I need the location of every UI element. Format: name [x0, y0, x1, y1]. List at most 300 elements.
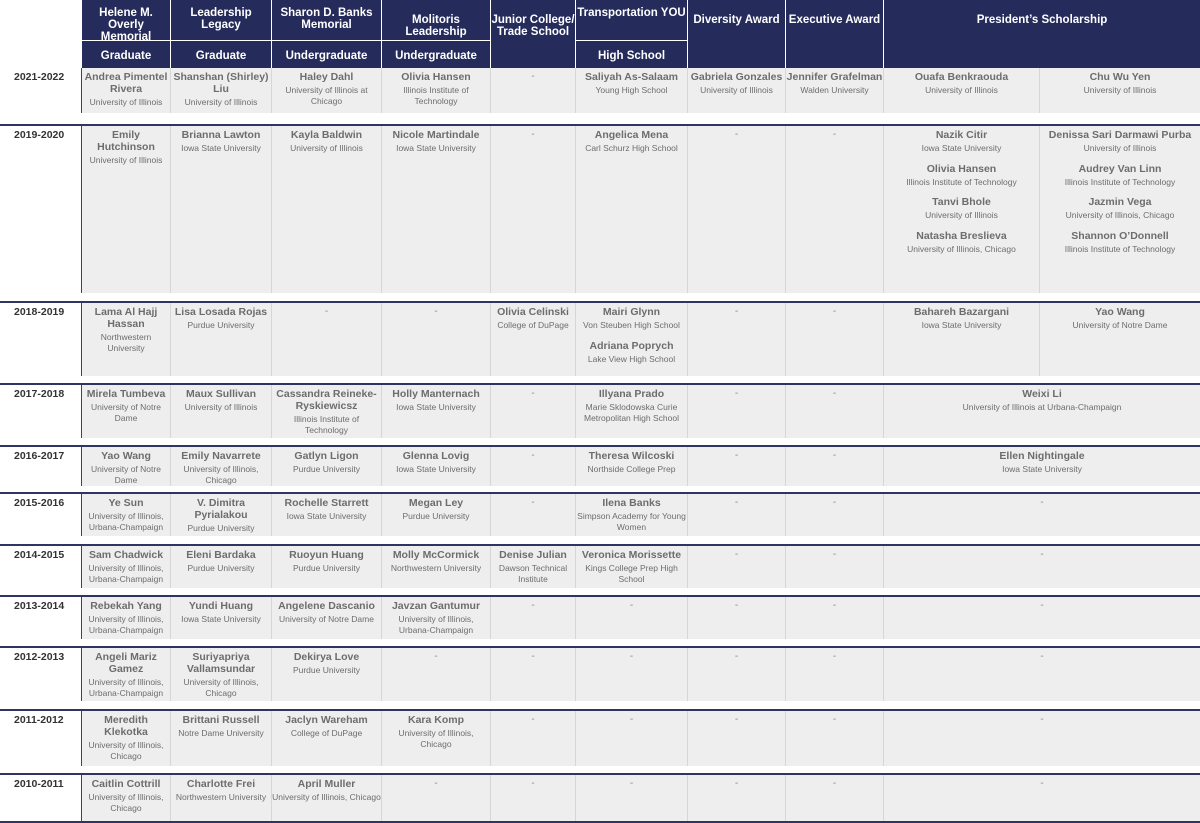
table-cell	[272, 385, 382, 438]
recipient-name: Lisa Losada Rojas	[174, 306, 268, 318]
empty-cell-dash: -	[1040, 497, 1044, 508]
recipient-name: Veronica Morissette	[581, 549, 682, 561]
table-cell	[884, 126, 1040, 293]
table-row	[0, 303, 1200, 376]
table-cell	[171, 385, 272, 438]
recipient-name: Olivia Hansen	[926, 162, 997, 175]
column-header	[272, 0, 382, 68]
year-label: 2021-2022	[14, 71, 65, 83]
column-header-level: Undergraduate	[395, 50, 477, 62]
recipient-school: University of Illinois, Urbana-Champaign	[88, 563, 164, 584]
recipient-name: Rochelle Starrett	[284, 497, 369, 509]
column-header	[382, 0, 491, 68]
recipient-entry	[382, 549, 490, 574]
column-header	[884, 0, 1200, 68]
recipient-name: Gabriela Gonzales	[690, 71, 783, 83]
table-cell	[272, 447, 382, 486]
recipient-name: Andrea Pimentel Rivera	[84, 71, 168, 95]
table-cell	[171, 68, 272, 113]
recipient-name: Sam Chadwick	[88, 549, 164, 561]
recipient-school: Northwestern University	[175, 792, 267, 802]
recipient-entry	[884, 163, 1039, 188]
recipient-school: Von Steuben High School	[583, 320, 680, 330]
recipient-entry	[382, 600, 490, 635]
empty-cell-dash: -	[832, 714, 837, 725]
recipient-school: University of Illinois	[1083, 143, 1157, 153]
recipient-entry	[382, 450, 490, 475]
table-cell	[272, 648, 382, 701]
empty-cell-dash: -	[434, 778, 438, 789]
header-divider	[272, 40, 381, 41]
table-cell	[884, 775, 1200, 823]
recipient-school: University of Notre Dame	[279, 614, 374, 624]
table-cell	[576, 68, 688, 113]
year-cell	[0, 546, 82, 588]
recipient-school: Carl Schurz High School	[585, 143, 678, 153]
recipient-school: Young High School	[595, 85, 668, 95]
empty-cell-dash: -	[324, 306, 329, 317]
table-cell	[82, 447, 171, 486]
recipient-name: Angelene Dascanio	[278, 600, 375, 612]
recipient-school: University of Illinois, Urbana-Champaign	[398, 614, 474, 635]
table-cell	[491, 546, 576, 588]
recipient-entry	[82, 778, 170, 813]
recipient-name: Emily Hutchinson	[97, 129, 155, 153]
recipient-school: University of Illinois	[925, 210, 998, 220]
table-cell	[576, 648, 688, 701]
table-cell	[576, 494, 688, 536]
table-cell	[272, 775, 382, 823]
recipient-name: Olivia Celinski	[497, 306, 569, 318]
column-header	[576, 0, 688, 68]
recipient-entry	[82, 71, 170, 108]
table-cell	[576, 447, 688, 486]
recipient-entry	[82, 714, 170, 761]
table-cell	[576, 546, 688, 588]
year-label: 2010-2011	[14, 778, 64, 790]
table-cell	[382, 648, 491, 701]
recipient-name: Bahareh Bazargani	[913, 306, 1010, 318]
recipient-name: Charlotte Frei	[186, 778, 256, 790]
recipient-name: Kayla Baldwin	[290, 129, 363, 141]
table-cell	[382, 597, 491, 639]
recipient-entry	[576, 450, 687, 475]
recipient-school: Iowa State University	[181, 143, 261, 153]
recipient-name: Haley Dahl	[299, 71, 354, 83]
recipient-school: University of Notre Dame	[1072, 320, 1168, 330]
empty-cell-dash: -	[734, 600, 739, 611]
column-header	[786, 0, 884, 68]
recipient-entry	[272, 714, 381, 739]
empty-cell-dash: -	[734, 549, 739, 560]
recipient-name: Mirela Tumbeva	[86, 388, 166, 400]
recipient-name: Yao Wang	[1095, 306, 1145, 318]
empty-cell-dash: -	[734, 651, 739, 662]
recipient-entry	[884, 196, 1039, 221]
table-cell	[884, 597, 1200, 639]
recipient-school: University of Illinois, Chicago	[272, 792, 381, 802]
recipient-entry	[884, 306, 1039, 331]
table-cell	[491, 711, 576, 766]
recipient-name: Angelica Mena	[594, 129, 669, 141]
recipient-school: Purdue University	[402, 511, 470, 521]
table-cell	[82, 494, 171, 536]
recipient-name: Adriana Poprych	[589, 339, 674, 352]
table-cell	[688, 775, 786, 823]
empty-cell-dash: -	[1040, 778, 1044, 789]
empty-cell-dash: -	[531, 497, 535, 508]
recipient-entry	[171, 129, 271, 154]
recipient-name: Lama Al Hajj Hassan	[94, 306, 158, 330]
table-cell	[491, 126, 576, 293]
table-cell	[688, 494, 786, 536]
recipient-entry	[171, 714, 271, 739]
recipient-entry	[171, 388, 271, 413]
recipient-school: Illinois Institute of Technology	[1064, 243, 1176, 254]
table-cell	[82, 711, 171, 766]
recipient-name: Denissa Sari Darmawi Purba	[1048, 129, 1192, 141]
recipient-entry	[1040, 196, 1200, 221]
table-cell	[171, 775, 272, 823]
table-cell	[786, 775, 884, 823]
table-cell	[272, 494, 382, 536]
recipient-name: Ruoyun Huang	[289, 549, 364, 561]
recipient-school: Purdue University	[292, 665, 361, 675]
table-cell	[382, 447, 491, 486]
recipient-school: Iowa State University	[396, 143, 476, 153]
empty-cell-dash: -	[734, 497, 739, 508]
table-cell	[1040, 68, 1200, 113]
column-header-name: Molitoris Leadership	[405, 14, 467, 38]
table-cell	[786, 385, 884, 438]
recipient-entry	[171, 549, 271, 574]
recipient-entry	[884, 450, 1200, 475]
year-cell	[0, 648, 82, 701]
recipient-school: Purdue University	[292, 563, 361, 573]
recipient-school: University of Notre Dame	[91, 402, 161, 423]
year-label: 2018-2019	[14, 306, 65, 318]
recipient-school: University of Illinois at Urbana-Champaign	[962, 402, 1122, 412]
recipient-entry	[1040, 71, 1200, 96]
recipient-school: Northwestern University	[100, 332, 152, 353]
recipient-name: Chu Wu Yen	[1089, 71, 1151, 83]
year-label: 2014-2015	[14, 549, 65, 561]
recipient-school: University of Illinois, Chicago	[88, 792, 164, 813]
table-cell	[884, 385, 1200, 438]
table-cell	[1040, 303, 1200, 376]
recipient-name: Eleni Bardaka	[186, 549, 256, 561]
table-cell	[688, 385, 786, 438]
recipient-entry	[884, 388, 1200, 413]
table-row	[0, 775, 1200, 823]
table-row	[0, 546, 1200, 588]
recipient-entry	[576, 129, 687, 154]
year-label: 2015-2016	[14, 497, 65, 509]
recipient-entry	[1040, 306, 1200, 331]
recipient-name: Ye Sun	[108, 497, 144, 509]
recipient-entry	[786, 71, 883, 96]
recipient-entry	[1040, 163, 1200, 188]
empty-cell-dash: -	[832, 497, 837, 508]
empty-cell-dash: -	[832, 600, 837, 611]
empty-cell-dash: -	[734, 306, 739, 317]
empty-cell-dash: -	[531, 129, 535, 140]
recipient-school: Iowa State University	[921, 320, 1002, 330]
table-cell	[884, 303, 1040, 376]
column-header	[82, 0, 171, 68]
empty-cell-dash: -	[629, 778, 634, 789]
recipient-school: University of Illinois, Chicago	[907, 243, 1016, 254]
recipient-school: Lake View High School	[587, 353, 676, 364]
table-cell	[786, 546, 884, 588]
recipient-entry	[576, 340, 687, 365]
recipient-entry	[272, 549, 381, 574]
empty-cell-dash: -	[1040, 600, 1044, 611]
recipient-school: University of Illinois	[184, 402, 258, 412]
year-cell	[0, 494, 82, 536]
recipient-entry	[82, 651, 170, 698]
year-label: 2017-2018	[14, 388, 65, 400]
recipient-name: Natasha Breslieva	[916, 229, 1007, 242]
table-row	[0, 68, 1200, 113]
table-cell	[491, 648, 576, 701]
recipient-school: Purdue University	[187, 563, 255, 573]
table-cell	[491, 597, 576, 639]
table-cell	[688, 546, 786, 588]
recipient-name: Suriyapriya Vallamsundar	[186, 651, 256, 675]
recipient-school: University of Illinois	[89, 155, 163, 165]
recipient-entry	[576, 549, 687, 584]
table-cell	[171, 303, 272, 376]
table-cell	[272, 126, 382, 293]
year-label: 2012-2013	[14, 651, 65, 663]
recipient-school: Purdue University	[292, 464, 361, 474]
table-cell	[884, 711, 1200, 766]
recipient-school: Iowa State University	[1002, 464, 1082, 474]
column-header-name: President’s Scholarship	[976, 14, 1108, 26]
recipient-school: Purdue University	[187, 320, 255, 330]
recipient-school: Walden University	[800, 85, 869, 95]
table-cell	[491, 68, 576, 113]
recipient-school: Kings College Prep High School	[585, 563, 678, 584]
year-cell	[0, 303, 82, 376]
recipient-name: Weixi Li	[1022, 388, 1062, 400]
empty-cell-dash: -	[1040, 714, 1044, 725]
table-cell	[382, 385, 491, 438]
table-row	[0, 385, 1200, 438]
recipient-name: Rebekah Yang	[90, 600, 162, 612]
recipient-name: Gatlyn Ligon	[294, 450, 359, 462]
recipient-name: Emily Navarrete	[181, 450, 261, 462]
empty-cell-dash: -	[734, 450, 739, 461]
empty-cell-dash: -	[531, 651, 535, 662]
table-cell	[688, 447, 786, 486]
recipient-school: Northwestern University	[390, 563, 482, 573]
recipient-entry	[82, 306, 170, 353]
column-header	[688, 0, 786, 68]
table-row	[0, 648, 1200, 701]
table-cell	[272, 597, 382, 639]
recipient-entry	[576, 497, 687, 532]
recipient-entry	[272, 129, 381, 154]
recipient-school: Iowa State University	[396, 464, 476, 474]
recipient-entry	[1040, 129, 1200, 154]
table-cell	[576, 385, 688, 438]
recipient-school: College of DuPage	[497, 320, 569, 330]
recipient-entry	[884, 71, 1039, 96]
recipient-school: Northside College Prep	[587, 464, 676, 474]
recipient-name: Caitlin Cottrill	[91, 778, 161, 790]
table-cell	[491, 494, 576, 536]
year-cell	[0, 126, 82, 293]
recipient-name: Yao Wang	[101, 450, 151, 462]
recipient-entry	[576, 306, 687, 331]
table-cell	[382, 68, 491, 113]
recipient-entry	[1040, 230, 1200, 255]
recipient-name: Molly McCormick	[392, 549, 480, 561]
recipient-name: Denise Julian	[499, 549, 567, 561]
recipient-school: Iowa State University	[396, 402, 476, 412]
table-cell	[272, 546, 382, 588]
header-divider	[382, 40, 490, 41]
recipient-entry	[382, 129, 490, 154]
table-cell	[171, 546, 272, 588]
empty-cell-dash: -	[1040, 549, 1044, 560]
table-cell	[786, 711, 884, 766]
table-cell	[786, 494, 884, 536]
recipient-name: Mairi Glynn	[602, 306, 661, 318]
column-header-name: Diversity Award	[693, 14, 780, 26]
table-cell	[82, 68, 171, 113]
column-header-name: Executive Award	[788, 14, 881, 26]
recipient-entry	[272, 71, 381, 106]
year-cell	[0, 597, 82, 639]
table-cell	[82, 775, 171, 823]
year-label: 2016-2017	[14, 450, 65, 462]
recipient-entry	[884, 129, 1039, 154]
recipient-school: University of Illinois	[925, 85, 998, 95]
column-header-level: Graduate	[100, 50, 152, 62]
table-cell	[171, 126, 272, 293]
recipient-name: Ouafa Benkraouda	[914, 71, 1009, 83]
table-cell	[382, 711, 491, 766]
recipient-entry	[82, 497, 170, 532]
recipient-name: April Muller	[297, 778, 356, 790]
column-header-name: Leadership Legacy	[190, 7, 252, 31]
empty-cell-dash: -	[629, 651, 634, 662]
recipient-name: Holly Manternach	[392, 388, 480, 400]
recipient-name: Ilena Banks	[602, 497, 661, 509]
empty-cell-dash: -	[531, 714, 535, 725]
year-label: 2019-2020	[14, 129, 65, 141]
recipient-name: Kara Komp	[407, 714, 464, 726]
recipient-name: Meredith Klekotka	[104, 714, 148, 738]
table-row	[0, 447, 1200, 486]
recipient-name: Megan Ley	[408, 497, 464, 509]
empty-cell-dash: -	[734, 778, 739, 789]
table-cell	[688, 648, 786, 701]
empty-cell-dash: -	[832, 549, 837, 560]
recipient-name: Tanvi Bhole	[932, 196, 991, 208]
table-cell	[884, 447, 1200, 486]
recipient-entry	[272, 497, 381, 522]
empty-cell-dash: -	[434, 306, 438, 317]
recipient-school: University of Illinois, Chicago	[183, 677, 259, 698]
recipient-school: Illinois Institute of Technology	[293, 414, 360, 435]
year-cell	[0, 447, 82, 486]
column-header-level: Graduate	[195, 50, 247, 62]
recipient-entry	[576, 388, 687, 423]
recipient-name: Theresa Wilcoski	[588, 450, 675, 462]
table-cell	[786, 648, 884, 701]
recipient-name: V. Dimitra Pyrialakou	[194, 497, 248, 521]
table-row	[0, 126, 1200, 293]
table-cell	[171, 494, 272, 536]
table-cell	[491, 447, 576, 486]
recipient-name: Maux Sullivan	[185, 388, 257, 400]
table-cell	[382, 303, 491, 376]
empty-cell-dash: -	[734, 714, 739, 725]
table-cell	[576, 303, 688, 376]
table-cell	[382, 775, 491, 823]
recipient-name: Cassandra Reineke-Ryskiewicsz	[276, 388, 377, 412]
table-cell	[82, 385, 171, 438]
recipient-name: Shannon O’Donnell	[1071, 229, 1169, 242]
table-row	[0, 494, 1200, 536]
table-cell	[491, 303, 576, 376]
recipient-name: Brittani Russell	[182, 714, 260, 726]
table-cell	[884, 546, 1200, 588]
column-header-name: Junior College/ Trade School	[491, 14, 575, 38]
table-cell	[688, 68, 786, 113]
recipient-school: Iowa State University	[181, 614, 261, 624]
recipient-entry	[82, 600, 170, 635]
table-cell	[884, 648, 1200, 701]
table-cell	[786, 303, 884, 376]
empty-cell-dash: -	[734, 388, 739, 399]
empty-cell-dash: -	[434, 651, 438, 662]
recipient-name: Nicole Martindale	[392, 129, 480, 141]
recipient-entry	[491, 549, 575, 584]
table-row	[0, 711, 1200, 766]
column-header-name: Transportation YOU	[577, 7, 686, 19]
table-cell	[272, 303, 382, 376]
recipient-school: University of Illinois at Chicago	[285, 85, 368, 106]
recipient-school: University of Illinois, Urbana-Champaign	[88, 614, 164, 635]
table-cell	[82, 597, 171, 639]
recipient-name: Jaclyn Wareham	[285, 714, 368, 726]
recipient-name: Olivia Hansen	[401, 71, 471, 83]
empty-cell-dash: -	[832, 778, 837, 789]
recipient-entry	[171, 71, 271, 108]
recipient-entry	[272, 600, 381, 625]
recipient-entry	[382, 388, 490, 413]
table-cell	[688, 597, 786, 639]
recipient-school: University of Illinois, Chicago	[1065, 210, 1175, 220]
empty-cell-dash: -	[832, 388, 837, 399]
recipient-school: University of Illinois, Chicago	[88, 740, 164, 761]
table-cell	[1040, 126, 1200, 293]
recipient-school: Simpson Academy for Young Women	[577, 511, 686, 532]
recipient-entry	[491, 306, 575, 331]
year-cell	[0, 775, 82, 823]
recipient-name: Shanshan (Shirley) Liu	[173, 71, 269, 95]
recipient-entry	[171, 306, 271, 331]
table-cell	[786, 68, 884, 113]
table-header	[82, 0, 1200, 68]
table-cell	[272, 68, 382, 113]
table-cell	[272, 711, 382, 766]
